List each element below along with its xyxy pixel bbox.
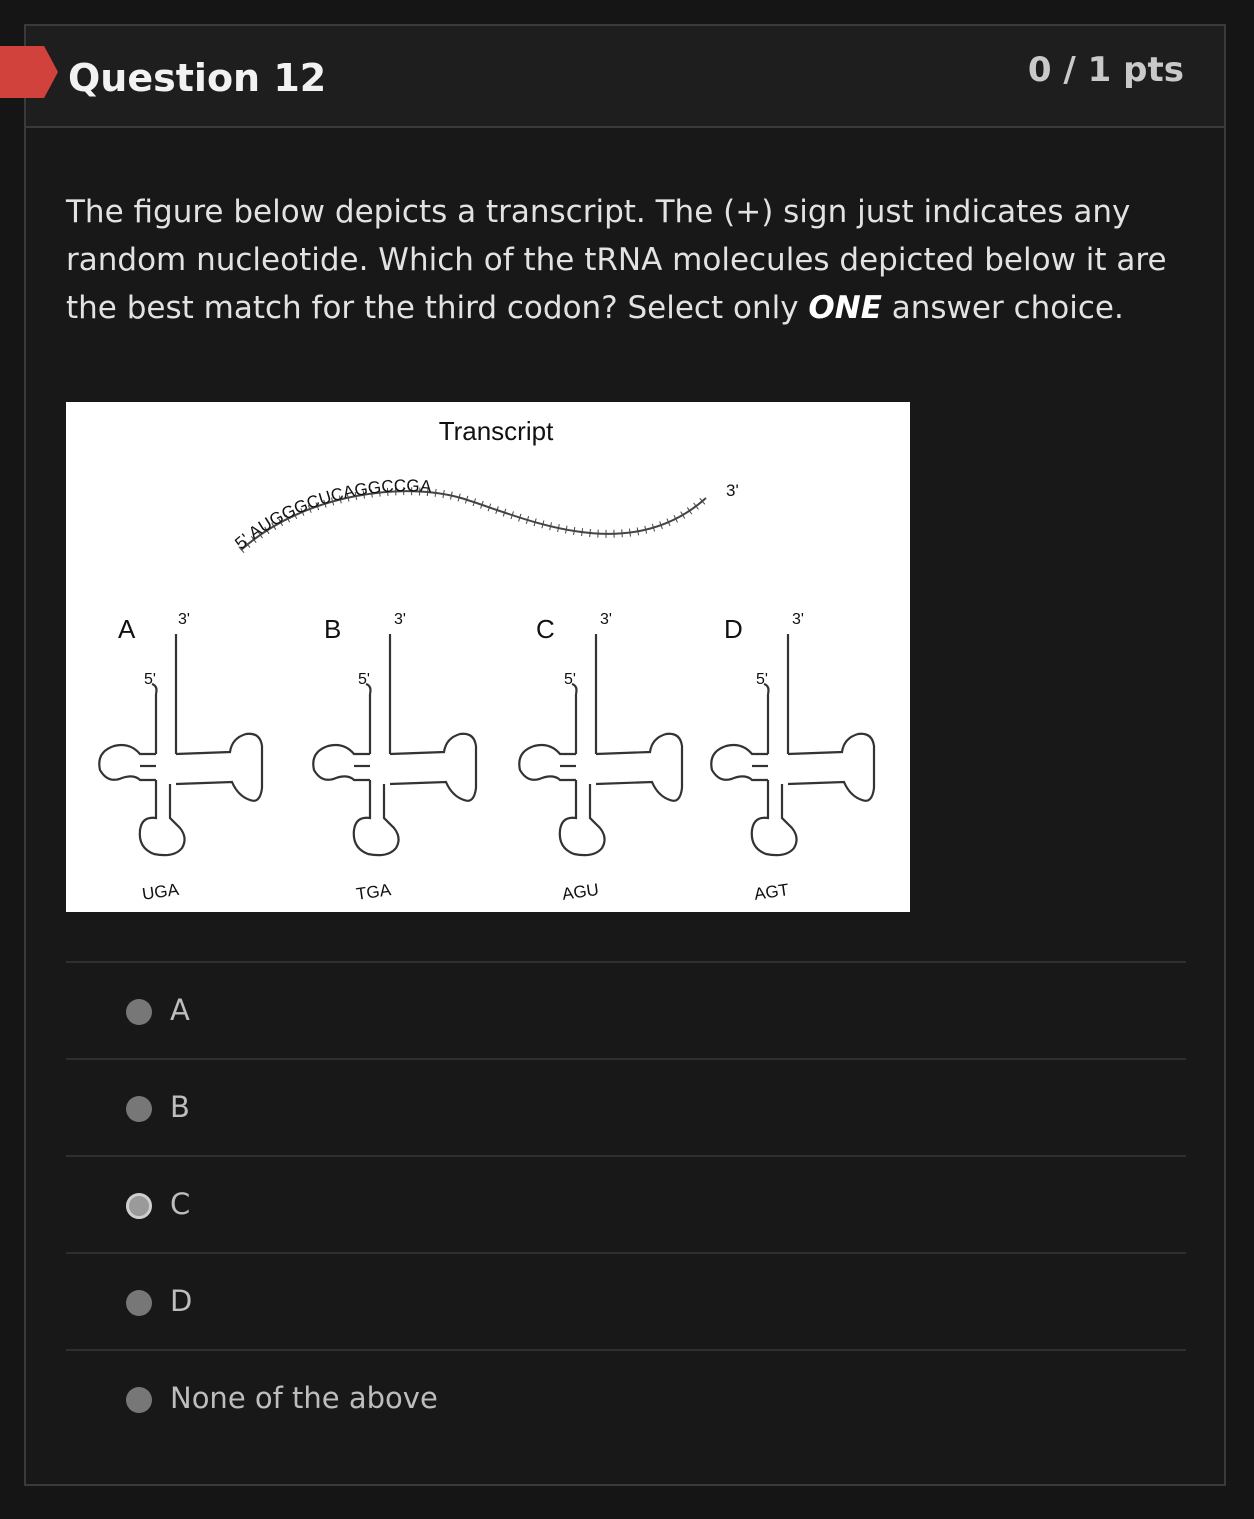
trna-a-five-prime: 5' [144, 671, 156, 688]
question-title: Question 12 [68, 56, 327, 100]
question-text [66, 188, 1176, 332]
question-header [26, 26, 1224, 128]
answer-d-label: D [170, 1284, 193, 1318]
trna-d-anticodon: AGT [752, 880, 791, 904]
question-emphasis: ONE [808, 290, 882, 326]
trna-a-letter: A [118, 614, 136, 644]
trna-d-three-prime: 3' [792, 611, 804, 628]
figure-svg [66, 402, 910, 912]
trna-d [711, 611, 874, 904]
answer-b-label: B [170, 1090, 190, 1124]
answer-d-radio[interactable] [126, 1290, 152, 1316]
trna-b [313, 611, 476, 904]
transcript-figure [66, 402, 910, 912]
trna-d-letter: D [724, 614, 743, 644]
trna-d-five-prime: 5' [756, 671, 768, 688]
trna-a [99, 611, 262, 904]
answer-a-label: A [170, 993, 190, 1027]
answer-option-b[interactable] [66, 1058, 1186, 1155]
trna-c-letter: C [536, 614, 555, 644]
trna-c [519, 611, 682, 904]
answer-option-none[interactable] [66, 1349, 1186, 1446]
points-label: 0 / 1 pts [1027, 50, 1184, 90]
trna-c-anticodon: AGU [560, 879, 601, 904]
question-text-part-2: answer choice. [881, 290, 1124, 326]
answer-option-a[interactable] [66, 961, 1186, 1058]
answer-option-c[interactable] [66, 1155, 1186, 1252]
answer-none-label: None of the above [170, 1381, 438, 1415]
trna-a-anticodon: UGA [140, 879, 181, 904]
trna-a-three-prime: 3' [178, 611, 190, 628]
answer-b-radio[interactable] [126, 1096, 152, 1122]
answer-none-radio[interactable] [126, 1387, 152, 1413]
question-card [24, 24, 1226, 1486]
trna-b-three-prime: 3' [394, 611, 406, 628]
question-text-part-1: The figure below depicts a transcript. The (+) sign just indicates any random nucleotide. Which of the tRNA molecules depicted below it are the best match for the third codon? Select only [66, 194, 1167, 326]
trna-c-three-prime: 3' [600, 611, 612, 628]
trna-b-letter: B [324, 614, 342, 644]
trna-b-five-prime: 5' [358, 671, 370, 688]
trna-b-anticodon: TGA [354, 880, 393, 904]
mrna-three-prime: 3' [726, 481, 739, 500]
trna-c-five-prime: 5' [564, 671, 576, 688]
answer-c-radio[interactable] [126, 1193, 152, 1219]
mrna-sequence: 5' AUGGGCUCAGGCCGA [231, 476, 433, 553]
figure-title: Transcript [438, 416, 554, 446]
answer-option-d[interactable] [66, 1252, 1186, 1349]
answer-a-radio[interactable] [126, 999, 152, 1025]
incorrect-flag-icon [0, 46, 58, 98]
answer-c-label: C [170, 1187, 191, 1221]
answer-list [66, 961, 1186, 1446]
